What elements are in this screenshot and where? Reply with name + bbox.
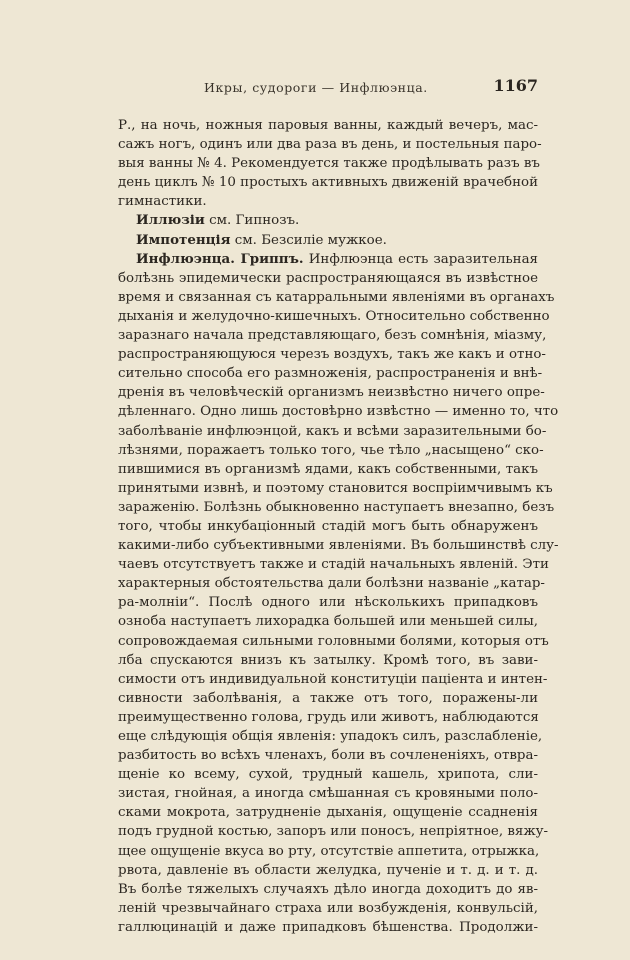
text-line: какими-либо субъективными явленіями. Въ большинствѣ слу-: [118, 538, 559, 554]
body-text: [118, 116, 559, 937]
text-line: сками мокрота, затрудненіе дыханія, ощущеніе ссадненія: [118, 805, 538, 821]
text-line: болѣзнь эпидемически распространяющаяся въ извѣстное: [118, 270, 538, 286]
text-line: заразнаго начала представляющаго, безъ сомнѣнія, міазму,: [118, 328, 547, 344]
text-line: дѣленнаго. Одно лишь достовѣрно извѣстно — именно то, что: [118, 404, 559, 420]
text-line: день циклъ № 10 простыхъ активныхъ движеній врачебной: [118, 175, 538, 191]
text-line: зараженію. Болѣзнь обыкновенно наступаетъ внезапно, безъ: [118, 499, 555, 515]
text-line: лба спускаются внизъ къ затылку. Кромѣ того, въ зави-: [118, 652, 538, 668]
text-line: галлюцинацій и даже припадковъ бѣшенства. Продолжи-: [118, 919, 538, 935]
text-line: дренія въ человѣческій организмъ неизвѣстно ничего опре-: [118, 385, 545, 401]
entry-term: Инфлюэнца. Гриппъ.: [136, 250, 304, 267]
text-line: заболѣваніе инфлюэнцой, какъ и всѣми заразительными бо-: [118, 423, 547, 439]
text-line: гимнастики.: [118, 194, 207, 210]
text-line: рвота, давленіе въ области желудка, пученіе и т. д. и т. д.: [118, 862, 538, 878]
text-line: время и связанная съ катарральными явленіями въ органахъ: [118, 289, 555, 305]
running-head: Икры, судороги — Инфлюэнца.: [204, 80, 428, 95]
text-line: преимущественно голова, грудь или животъ, наблюдаются: [118, 709, 539, 725]
text-line: характерныя обстоятельства дали болѣзни названіе „катар-: [118, 576, 545, 592]
text-line: озноба наступаетъ лихорадка большей или меньшей силы,: [118, 614, 538, 630]
text-line: пившимися въ организмѣ ядами, какъ собственными, такъ: [118, 461, 538, 477]
entry-term: Импотенція: [136, 231, 231, 248]
text-line: сажъ ногъ, одинъ или два раза въ день, и постельныя паро-: [118, 137, 542, 153]
text-line: Въ болѣе тяжелыхъ случаяхъ дѣло иногда доходитъ до яв-: [118, 881, 538, 897]
text-line: выя ванны № 4. Рекомендуется также продѣлывать разъ въ: [118, 156, 540, 172]
text-line: подъ грудной костью, запоръ или поносъ, непріятное, вяжу-: [118, 824, 549, 840]
text-line: сопровождаемая сильными головными болями, которыя отъ: [118, 633, 549, 649]
text-line: щее ощущеніе вкуса во рту, отсутствіе аппетита, отрыжка,: [118, 843, 540, 859]
text-line: лѣзнями, поражаетъ только того, чье тѣло „насыщено“ ско-: [118, 442, 544, 458]
text-line: сительно способа его размноженія, распространенія и внѣ-: [118, 366, 543, 382]
text-line: еще слѣдующія общія явленія: упадокъ силъ, разслабленіе,: [118, 729, 543, 744]
text-line: принятыми извнѣ, и поэтому становится воспріимчивымъ къ: [118, 480, 553, 496]
text-line: дыханія и желудочно-кишечныхъ. Относительно собственно: [118, 308, 550, 324]
text-line: зистая, гнойная, а иногда смѣшанная съ кровяными поло-: [118, 786, 538, 802]
text-line: щеніе ко всему, сухой, трудный кашель, хрипота, сли-: [118, 767, 538, 783]
entry-term: Иллюзіи: [136, 212, 205, 229]
text-line: разбитость во всѣхъ членахъ, боли въ сочлененіяхъ, отвра-: [118, 748, 538, 764]
text-line: того, чтобы инкубаціонный стадій могъ быть обнаруженъ: [118, 518, 538, 534]
text-line: ра-молніи“. Послѣ одного или нѣсколькихъ припадковъ: [118, 595, 538, 611]
entry-illusions: Иллюзіи см. Гипнозъ.: [136, 212, 300, 229]
text-line: сивности заболѣванія, а также отъ того, поражены-ли: [118, 690, 538, 706]
text-line: леній чрезвычайнаго страха или возбужденія, конвульсій,: [118, 900, 538, 916]
text-line: чаевъ отсутствуетъ также и стадій начальныхъ явленій. Эти: [118, 557, 549, 573]
text-line: симости отъ индивидуальной конституціи паціента и интен-: [118, 671, 548, 687]
page-header: [116, 76, 538, 98]
entry-influenza: Инфлюэнца. Гриппъ. Инфлюэнца есть заразительная: [136, 250, 539, 267]
text-line: Р., на ночь, ножныя паровыя ванны, каждый вечеръ, мас-: [118, 118, 538, 133]
text-line: распространяющуюся черезъ воздухъ, такъ же какъ и отно-: [118, 347, 546, 363]
entry-impotence: Импотенція см. Безсиліе мужкое.: [136, 231, 387, 248]
page-number: 1167: [493, 76, 538, 95]
